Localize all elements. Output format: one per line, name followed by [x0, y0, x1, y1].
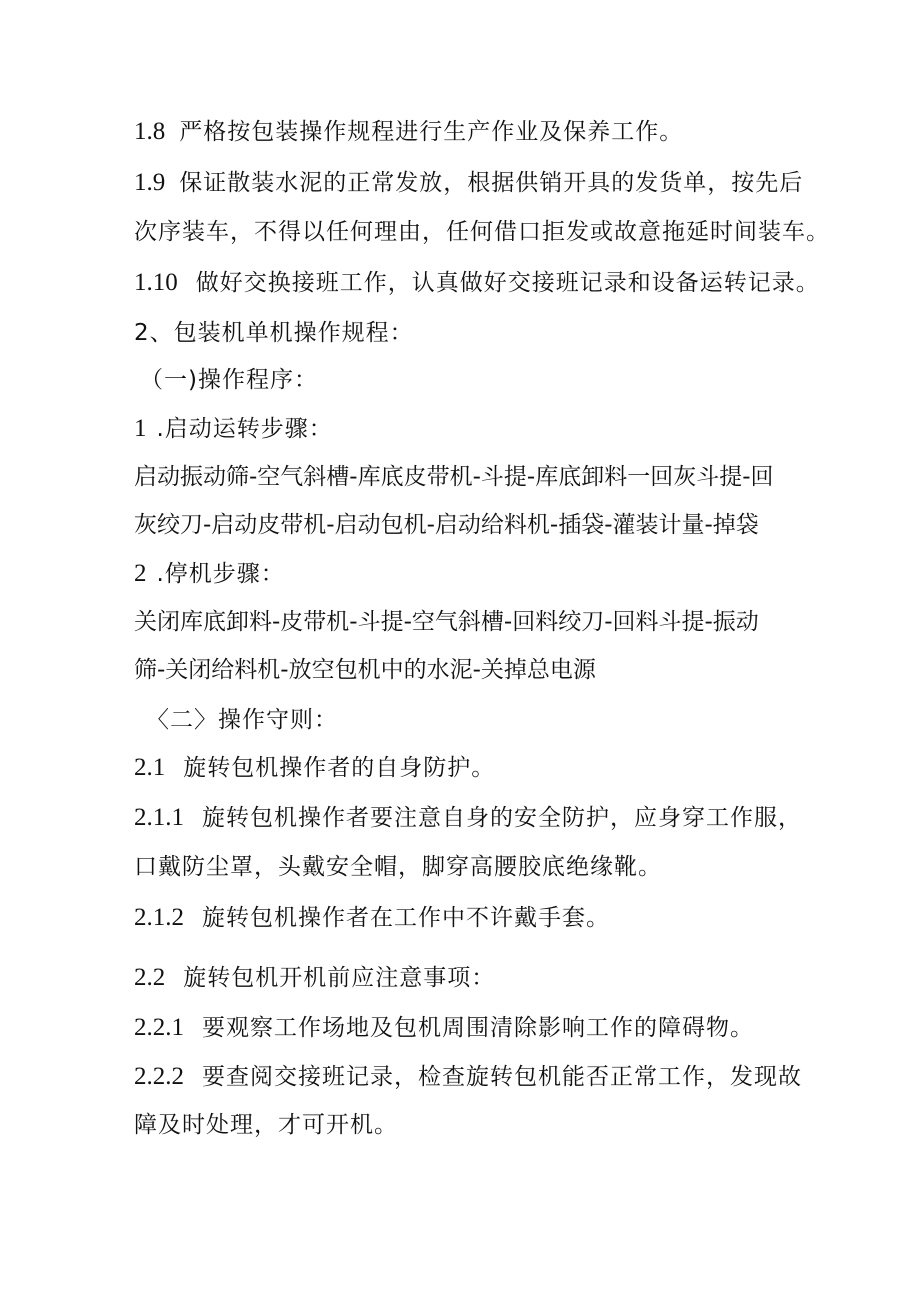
shutdown-sequence-line-2 — [134, 655, 596, 685]
shutdown-sequence-line-1 — [134, 607, 759, 637]
clause-text: 要观察工作场地及包机周围清除影响工作的障碍物。 — [202, 1015, 754, 1041]
subsection-heading-text: 〈二〉操作守则： — [146, 707, 338, 733]
clause-number: 1.9 — [134, 169, 166, 196]
sequence-text: 灰绞刀-启动皮带机-启动包机-启动给料机-插袋-灌装计量-掉袋 — [134, 512, 759, 538]
step-number: 1 — [134, 415, 147, 442]
subsection-heading-2 — [146, 705, 338, 735]
clause-2-1-1 — [134, 803, 802, 833]
clause-1-10 — [134, 268, 820, 298]
clause-number: 2.2.2 — [134, 1063, 184, 1090]
sequence-text: 关闭库底卸料-皮带机-斗提-空气斜槽-回料绞刀-回料斗提-振动 — [134, 609, 759, 635]
clause-text: 口戴防尘罩，头戴安全帽，脚穿高腰胶底绝缘靴。 — [134, 854, 662, 880]
clause-2-2-1 — [134, 1013, 754, 1043]
step-heading-text: .停机步骤： — [156, 561, 285, 587]
sequence-text: 启动振动筛-空气斜槽-库底皮带机-斗提-库底卸料一回灰斗提-回 — [134, 464, 774, 490]
clause-text: 旋转包机操作者在工作中不许戴手套。 — [202, 905, 610, 931]
step-number: 2 — [134, 560, 147, 587]
clause-number: 2.2 — [134, 964, 166, 991]
clause-2-2-2-continued — [134, 1110, 398, 1140]
step-2-heading — [134, 559, 285, 589]
clause-text: 严格按包装操作规程进行生产作业及保养工作。 — [179, 119, 684, 145]
clause-text: 保证散装水泥的正常发放，根据供销开具的发货单，按先后 — [179, 170, 804, 196]
clause-text: 旋转包机操作者要注意自身的安全防护，应身穿工作服， — [202, 805, 802, 831]
clause-2-1 — [134, 753, 495, 783]
clause-text: 要查阅交接班记录，检查旋转包机能否正常工作，发现故 — [202, 1064, 802, 1090]
clause-number: 2.1.1 — [134, 804, 184, 831]
clause-2-1-1-continued — [134, 852, 662, 882]
clause-1-9-continued — [134, 217, 830, 247]
step-heading-text: .启动运转步骤： — [156, 416, 333, 442]
sequence-text: 筛-关闭给料机-放空包机中的水泥-关掉总电源 — [134, 657, 596, 683]
step-1-heading — [134, 414, 333, 444]
clause-text: 障及时处理，才可开机。 — [134, 1112, 398, 1138]
clause-text: 做好交换接班工作，认真做好交接班记录和设备运转记录。 — [195, 270, 820, 296]
clause-1-8 — [134, 117, 683, 147]
clause-number: 2.1 — [134, 754, 166, 781]
clause-number: 2.1.2 — [134, 904, 184, 931]
clause-2-2-2 — [134, 1062, 802, 1092]
subsection-heading-1 — [140, 365, 318, 395]
section-heading-text: 2、包装机单机操作规程： — [134, 320, 414, 346]
clause-1-9 — [134, 168, 803, 198]
clause-number: 1.10 — [134, 269, 178, 296]
clause-2-1-2 — [134, 903, 610, 933]
subsection-heading-text: （一)操作程序： — [140, 367, 318, 393]
clause-text: 旋转包机操作者的自身防护。 — [183, 755, 496, 781]
clause-number: 2.2.1 — [134, 1014, 184, 1041]
startup-sequence-line-1 — [134, 462, 774, 492]
clause-number: 1.8 — [134, 118, 166, 145]
section-heading-2 — [134, 318, 414, 348]
clause-2-2 — [134, 963, 495, 993]
startup-sequence-line-2 — [134, 510, 759, 540]
clause-text: 次序装车，不得以任何理由，任何借口拒发或故意拖延时间装车。 — [134, 219, 830, 245]
clause-text: 旋转包机开机前应注意事项： — [183, 965, 496, 991]
